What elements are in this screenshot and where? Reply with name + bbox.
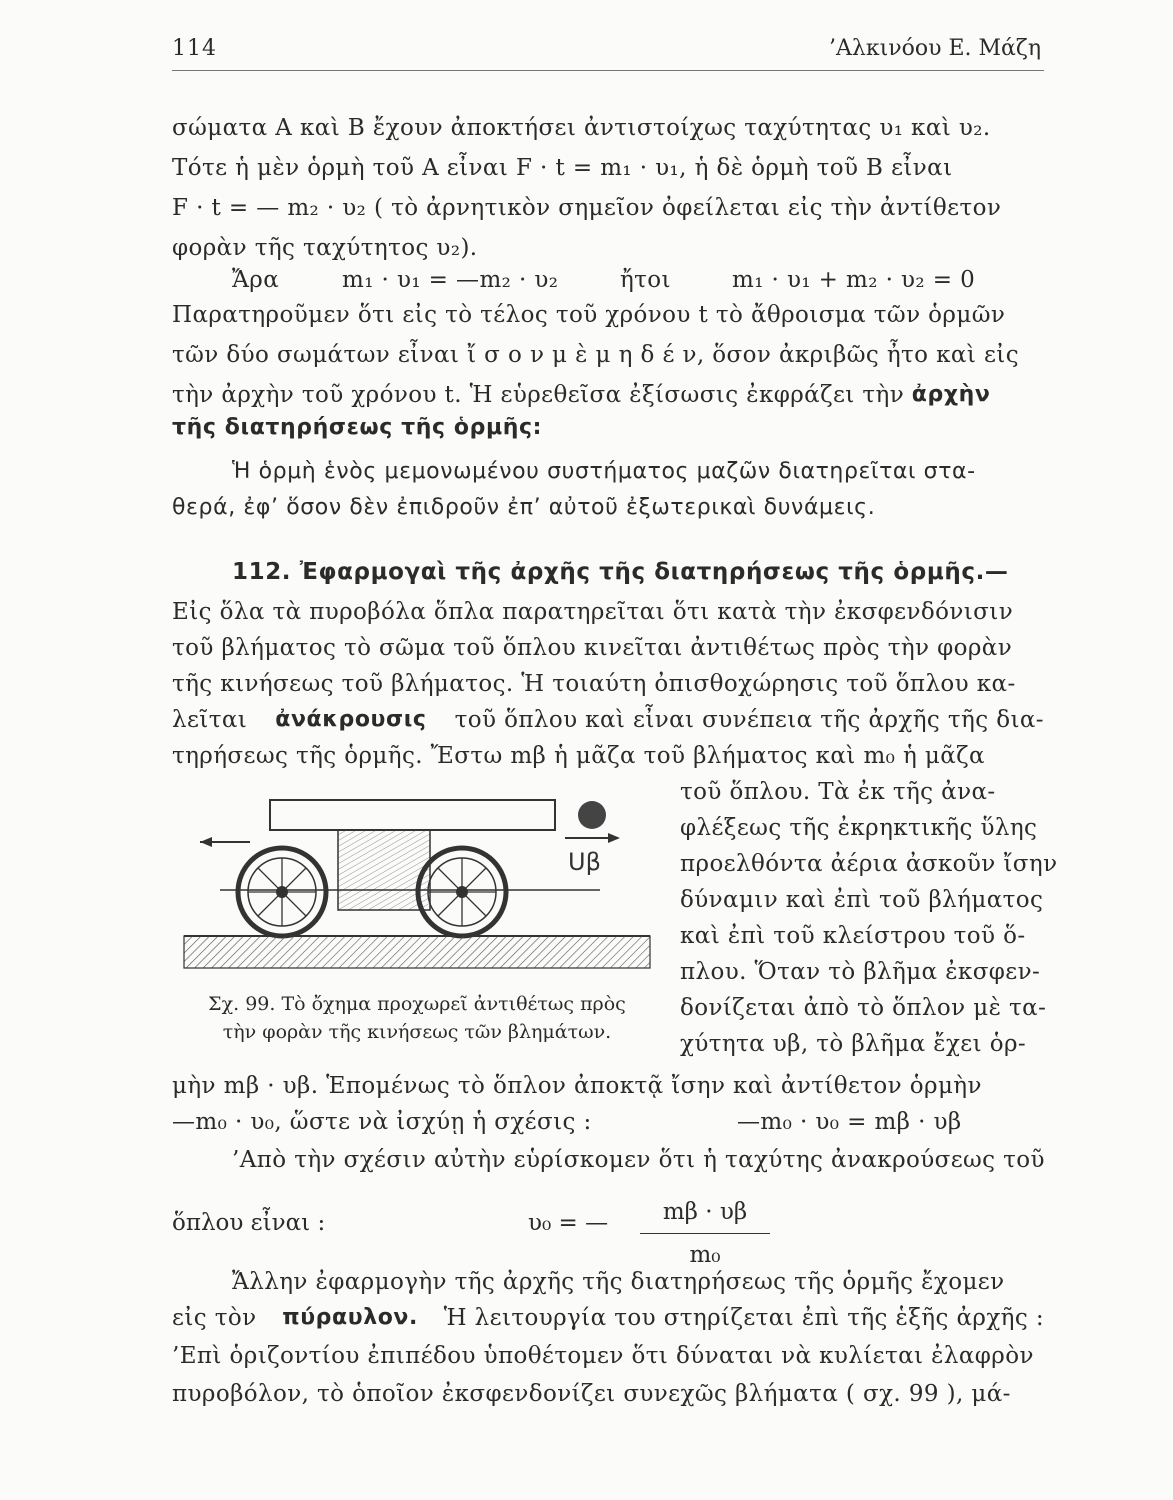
bold-term: πύραυλον. (282, 1305, 418, 1330)
ara-equation-line (172, 260, 1044, 300)
wheel-right (418, 848, 506, 936)
ground (184, 936, 650, 968)
equation-1: m₁ · υ₁ = —m₂ · υ₂ (342, 267, 559, 293)
text-line: F · t = — m₂ · υ₂ ( τὸ ἀρνητικὸν σημεῖον ὀφείλεται εἰς τὴν ἀντίθετον (172, 195, 1002, 221)
text-line: πλου. Ὅταν τὸ βλῆμα ἐκσφεν- (680, 959, 1041, 985)
text-line (172, 408, 1044, 448)
text-line: ’Απὸ τὴν σχέσιν αὐτὴν εὑρίσκομεν ὅτι ἡ ταχύτης ἀνακρούσεως τοῦ (232, 1147, 1045, 1173)
bold-term: ἀρχὴν (911, 382, 991, 407)
text-line: Ἄλλην ἐφαρμογὴν τῆς ἀρχῆς τῆς διατηρήσεως τῆς ὁρμῆς ἔχομεν (232, 1269, 1005, 1295)
bold-term: τῆς διατηρήσεως τῆς ὁρμῆς: (172, 415, 543, 440)
header-rule (172, 70, 1044, 71)
wheel-left (238, 848, 326, 936)
principle-line: Ἡ ὁρμὴ ἑνὸς μεμονωμένου συστήματος μαζῶν διατηρεῖται στα- (232, 459, 976, 484)
text-line: καὶ ἐπὶ τοῦ κλείστρου τοῦ ὅ- (680, 923, 1026, 949)
projectile (578, 801, 606, 829)
figure-caption: Σχ. 99. Τὸ ὄχημα προχωρεῖ ἀντιθέτως πρὸς τὴν φορὰν τῆς κινήσεως τῶν βλημάτων. (208, 993, 626, 1043)
text-line: φλέξεως τῆς ἐκρηκτικῆς ὕλης (680, 815, 1038, 841)
text-line: τῆς κινήσεως τοῦ βλήματος. Ἡ τοιαύτη ὀπισθοχώρησις τοῦ ὅπλου κα- (172, 671, 1016, 697)
text-line: δονίζεται ἀπὸ τὸ ὅπλον μὲ τα- (680, 995, 1047, 1021)
text-line: προελθόντα ἀέρια ἀσκοῦν ἴσην (680, 851, 1058, 877)
text-line: Παρατηροῦμεν ὅτι εἰς τὸ τέλος τοῦ χρόνου t τὸ ἄθροισμα τῶν ὁρμῶν (172, 302, 1006, 328)
momentum-equation: —m₀ · υ₀ = mβ · υβ (737, 1109, 962, 1135)
text-line: λεῖται ἀνάκρουσις τοῦ ὅπλου καὶ εἶναι συνέπεια τῆς ἀρχῆς τῆς δια- (172, 700, 1044, 740)
text-line: δύναμιν καὶ ἐπὶ τοῦ βλήματος (680, 887, 1044, 913)
text-line: Εἰς ὅλα τὰ πυροβόλα ὅπλα παρατηρεῖται ὅτι κατὰ τὴν ἐκσφενδόνισιν (172, 599, 1014, 625)
text-line: τοῦ ὅπλου. Τὰ ἐκ τῆς ἀνα- (680, 779, 996, 805)
text-line: —m₀ · υ₀, ὥστε νὰ ἰσχύῃ ἡ σχέσις : —m₀ · υ₀ = mβ · υβ (172, 1102, 1044, 1142)
text-line: Τότε ἡ μὲν ὁρμὴ τοῦ Α εἶναι F · t = m₁ · υ₁, ἡ δὲ ὁρμὴ τοῦ Β εἶναι (172, 155, 953, 181)
text-line: τηρήσεως τῆς ὁρμῆς. Ἔστω mβ ἡ μᾶζα τοῦ βλήματος καὶ m₀ ἡ μᾶζα (172, 743, 985, 769)
recoil-fraction: mβ · υβ m₀ (640, 1195, 770, 1272)
text-line: σώματα Α καὶ Β ἔχουν ἀποκτήσει ἀντιστοίχως ταχύτητας υ₁ καὶ υ₂. (172, 115, 991, 141)
text-line: φορὰν τῆς ταχύτητος υ₂). (172, 235, 478, 261)
text-line: τὴν ἀρχὴν τοῦ χρόνου t. Ἡ εὑρεθεῖσα ἐξίσωσις ἐκφράζει τὴν ἀρχὴν (172, 375, 1044, 415)
running-header-author: ’Αλκινόου Ε. Μάζη (829, 36, 1041, 61)
equation-2: m₁ · υ₁ + m₂ · υ₂ = 0 (732, 267, 976, 293)
section-title: 112. Ἐφαρμογαὶ τῆς ἀρχῆς τῆς διατηρήσεως τῆς ὁρμῆς.— (232, 559, 1009, 585)
gun-barrel (270, 800, 555, 830)
principle-line: θερά, ἐφ’ ὅσον δὲν ἐπιδροῦν ἐπ’ αὐτοῦ ἐξωτερικαὶ δυνάμεις. (172, 495, 876, 520)
cart-cannon-figure (180, 770, 660, 985)
text-line: πυροβόλον, τὸ ὁποῖον ἐκσφενδονίζει συνεχῶς βλήματα ( σχ. 99 ), μά- (172, 1381, 1011, 1407)
recoil-prefix: ὅπλου εἶναι : (172, 1210, 326, 1236)
text-line: τῶν δύο σωμάτων εἶναι ἴ σ ο ν μ ὲ μ η δ έ ν, ὅσον ἀκριβῶς ἦτο καὶ εἰς (172, 342, 1019, 368)
recoil-lhs: υ₀ = — (528, 1210, 609, 1236)
text-line: τοῦ βλήματος τὸ σῶμα τοῦ ὅπλου κινεῖται ἀντιθέτως πρὸς τὴν φορὰν (172, 635, 1013, 661)
bold-term: ἀνάκρουσις (275, 707, 427, 732)
text-line: εἰς τὸν πύραυλον. Ἡ λειτουργία του στηρίζεται ἐπὶ τῆς ἑξῆς ἀρχῆς : (172, 1298, 1044, 1338)
text-line: ’Επὶ ὁριζοντίου ἐπιπέδου ὑποθέτομεν ὅτι δύναται νὰ κυλίεται ἐλαφρὸν (172, 1343, 1034, 1369)
text-line: μὴν mβ · υβ. Ἑπομένως τὸ ὅπλον ἀποκτᾷ ἴσην καὶ ἀντίθετον ὁρμὴν (172, 1073, 982, 1099)
page-number: 114 (172, 36, 217, 61)
ara-word: Ἄρα (232, 267, 280, 293)
etoi-word: ἤτοι (620, 267, 671, 293)
velocity-label: Uβ (568, 848, 601, 876)
text-line: χύτητα υβ, τὸ βλῆμα ἔχει ὁρ- (680, 1031, 1027, 1057)
